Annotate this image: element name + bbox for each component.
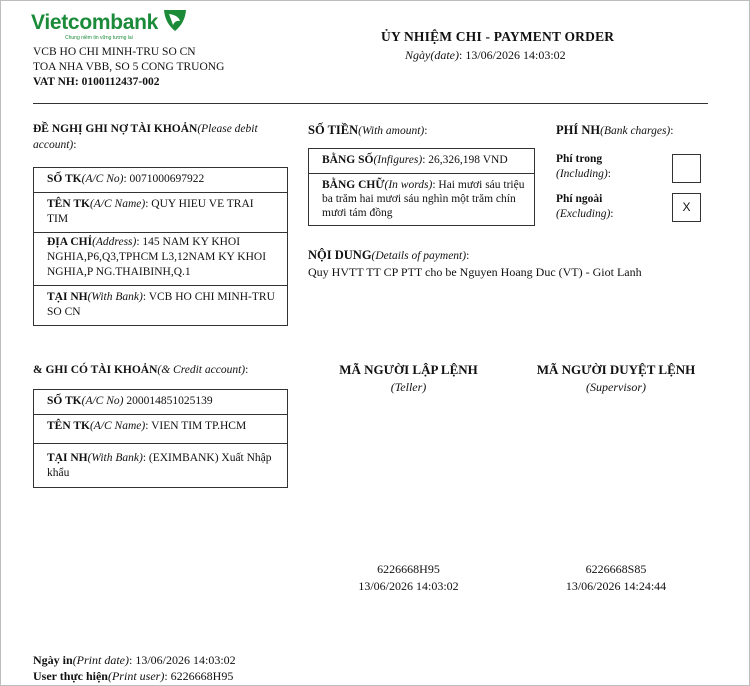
supervisor-signature-block bbox=[526, 561, 706, 595]
print-date-line bbox=[33, 652, 236, 668]
credit-bank-label-en: (With Bank) bbox=[87, 452, 143, 464]
fee-excluding-checkbox[interactable]: X bbox=[672, 193, 701, 222]
fees-label-vi: PHÍ NH bbox=[556, 123, 601, 137]
amount-box bbox=[308, 148, 535, 226]
document-title: ỦY NHIỆM CHI - PAYMENT ORDER bbox=[381, 29, 615, 44]
debit-name-value: : QUY HIEU VE TRAI TIM bbox=[47, 198, 254, 225]
details-label-vi: NỘI DUNG bbox=[308, 248, 372, 262]
debit-address-label-en: (Address) bbox=[92, 236, 137, 248]
credit-account-label-en: (A/C No) bbox=[81, 395, 124, 407]
teller-id: 6226668H95 bbox=[377, 562, 440, 576]
debit-name-row bbox=[34, 192, 287, 232]
vietcombank-logo bbox=[31, 7, 191, 43]
credit-bank-value: : (EXIMBANK) Xuất Nhập khẩu bbox=[47, 452, 272, 479]
debit-account-box bbox=[33, 167, 288, 326]
bank-charges-label bbox=[556, 122, 673, 139]
supervisor-datetime: 13/06/2026 14:24:44 bbox=[565, 579, 667, 593]
fee-including-en: (Including) bbox=[556, 168, 608, 180]
debit-account-label-en: (A/C No) bbox=[81, 173, 124, 185]
amount-words-value: : Hai mươi sáu triệu ba trăm hai mươi sáu nghìn một trăm chín mươi tám đồng bbox=[322, 179, 525, 219]
vietcombank-leaf-icon bbox=[162, 7, 188, 33]
details-label-suffix: : bbox=[466, 250, 470, 262]
credit-name-row bbox=[34, 414, 287, 443]
debit-label-en: (Please debit account) bbox=[33, 123, 258, 151]
credit-section-label bbox=[33, 362, 293, 378]
amount-section-label bbox=[308, 122, 427, 139]
credit-account-value: 200014851025139 bbox=[123, 395, 213, 407]
amount-figures-label-en: (Infigures) bbox=[373, 154, 423, 166]
amount-figures-value: : 26,326,198 VND bbox=[422, 154, 508, 166]
amount-words-label: BẰNG CHỮ bbox=[322, 179, 385, 191]
debit-bank-label: TẠI NH bbox=[47, 291, 88, 303]
print-info bbox=[33, 652, 236, 684]
credit-label-vi: & GHI CÓ TÀI KHOẢN bbox=[33, 364, 158, 376]
debit-bank-row bbox=[34, 285, 287, 325]
credit-account-box bbox=[33, 389, 288, 488]
print-date-value: : 13/06/2026 14:03:02 bbox=[129, 653, 236, 667]
branch-address: TOA NHA VBB, SO 5 CONG TRUONG bbox=[33, 61, 225, 73]
debit-bank-label-en: (With Bank) bbox=[87, 291, 143, 303]
teller-signature-block bbox=[321, 561, 496, 595]
teller-heading: MÃ NGƯỜI LẬP LỆNH bbox=[339, 362, 478, 377]
print-user-line bbox=[33, 668, 236, 684]
credit-account-label: SỐ TK bbox=[47, 395, 82, 407]
amount-figures-row bbox=[309, 149, 534, 173]
fee-excluding-label bbox=[556, 192, 614, 222]
credit-bank-label: TẠI NH bbox=[47, 452, 88, 464]
amount-label-en: (With amount) bbox=[358, 125, 425, 137]
credit-bank-row bbox=[34, 443, 287, 487]
fee-excluding-vi: Phí ngoài bbox=[556, 193, 603, 205]
supervisor-id: 6226668S85 bbox=[585, 562, 647, 576]
fee-including-suffix: : bbox=[607, 168, 611, 180]
logo-brand-text: Vietcombank bbox=[31, 11, 159, 34]
bank-info bbox=[33, 45, 224, 90]
fees-label-suffix: : bbox=[670, 125, 674, 137]
supervisor-subheading: (Supervisor) bbox=[586, 380, 646, 394]
supervisor-heading: MÃ NGƯỜI DUYỆT LỆNH bbox=[536, 362, 696, 377]
debit-label-suffix: : bbox=[73, 139, 77, 151]
credit-name-label-en: (A/C Name) bbox=[89, 420, 146, 432]
amount-label-vi: SỐ TIỀN bbox=[308, 123, 359, 137]
payment-details-value: Quy HVTT TT CP PTT cho be Nguyen Hoang Duc (VT) - Giot Lanh bbox=[308, 265, 642, 279]
debit-name-label-en: (A/C Name) bbox=[89, 198, 146, 210]
debit-account-label: SỐ TK bbox=[47, 173, 82, 185]
print-user-label-en: (Print user) bbox=[107, 669, 165, 683]
debit-section-label bbox=[33, 121, 293, 153]
amount-words-label-en: (In words) bbox=[384, 179, 433, 191]
fees-label-en: (Bank charges) bbox=[600, 125, 671, 137]
credit-label-suffix: : bbox=[245, 364, 249, 376]
debit-bank-value: : VCB HO CHI MINH-TRU SO CN bbox=[47, 291, 275, 318]
amount-label-suffix: : bbox=[424, 125, 428, 137]
debit-address-value: : 145 NAM KY KHOI NGHIA,P6,Q3,TPHCM L3,12NAM KY KHOI NGHIA,P NG.THAIBINH,Q.1 bbox=[47, 236, 267, 278]
credit-name-label: TÊN TK bbox=[47, 420, 90, 432]
print-user-label: User thực hiện bbox=[33, 669, 108, 683]
credit-label-en: (& Credit account) bbox=[157, 364, 246, 376]
date-label: Ngày(date) bbox=[405, 48, 459, 62]
details-label-en: (Details of payment) bbox=[371, 250, 467, 262]
debit-address-row bbox=[34, 232, 287, 285]
credit-account-row bbox=[34, 390, 287, 414]
fee-excluding-suffix: : bbox=[610, 208, 614, 220]
fee-including-label bbox=[556, 152, 611, 182]
fee-excluding-en: (Excluding) bbox=[556, 208, 611, 220]
document-date bbox=[405, 48, 566, 63]
fee-including-vi: Phí trong bbox=[556, 153, 603, 165]
debit-address-label: ĐỊA CHỈ bbox=[47, 236, 93, 248]
debit-account-value: : 0071000697922 bbox=[123, 173, 205, 185]
logo-tagline: Chung niềm tin vững tương lai bbox=[65, 35, 133, 41]
print-user-value: : 6226668H95 bbox=[164, 669, 234, 683]
date-value: : 13/06/2026 14:03:02 bbox=[458, 48, 566, 62]
debit-name-label: TÊN TK bbox=[47, 198, 90, 210]
debit-account-row bbox=[34, 168, 287, 192]
teller-datetime: 13/06/2026 14:03:02 bbox=[358, 579, 459, 593]
teller-subheading: (Teller) bbox=[390, 380, 427, 394]
print-date-label-en: (Print date) bbox=[72, 653, 130, 667]
amount-figures-label: BẰNG SỐ bbox=[322, 154, 374, 166]
amount-words-row bbox=[309, 173, 534, 225]
vat-number: VAT NH: 0100112437-002 bbox=[33, 76, 160, 88]
branch-name: VCB HO CHI MINH-TRU SO CN bbox=[33, 46, 196, 58]
credit-name-value: : VIEN TIM TP.HCM bbox=[145, 420, 247, 432]
payment-details-label bbox=[308, 247, 469, 264]
debit-label-vi: ĐỀ NGHỊ GHI NỢ TÀI KHOẢN bbox=[33, 123, 198, 135]
print-date-label: Ngày in bbox=[33, 653, 73, 667]
fee-including-checkbox[interactable] bbox=[672, 154, 701, 183]
header-divider bbox=[33, 103, 708, 104]
